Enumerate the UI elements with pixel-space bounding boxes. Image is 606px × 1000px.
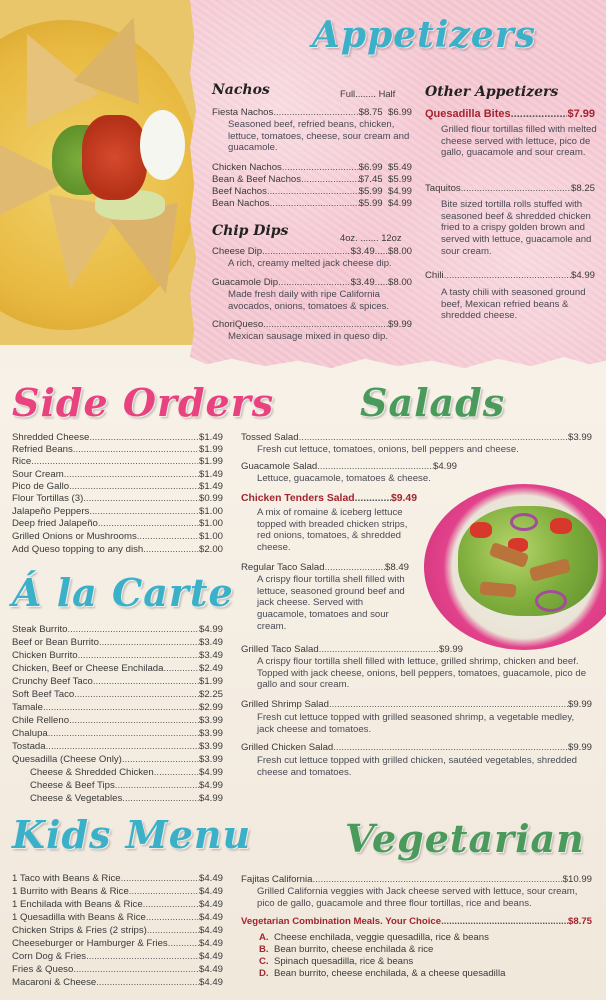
menu-item-choriqueso: ChoriQueso ..... $9.99 xyxy=(212,319,412,331)
item-description: Fresh cut lettuce topped with grilled seasoned shrimp, a vegetable medley, jack cheese and tomatoes. xyxy=(257,712,575,735)
menu-item: Bean & Beef Nachos ..... $7.45 $5.99 xyxy=(212,174,412,186)
kids-menu-heading: Kids Menu xyxy=(12,812,252,857)
item-description: A tasty chili with seasoned ground beef, Mexican refried beans & shredded cheese. xyxy=(441,287,586,322)
menu-item-quesadilla-bites: Quesadilla Bites ..... $7.99 xyxy=(425,108,595,121)
salad-photo xyxy=(420,478,606,656)
kids-item: Chicken Strips & Fries (2 strips) ..... $4.49 xyxy=(12,925,223,937)
nachos-heading: Nachos xyxy=(212,82,270,98)
other-appetizers-heading: Other Appetizers xyxy=(425,84,559,100)
menu-item: Chicken Nachos ..... $6.99 $5.49 xyxy=(212,162,412,174)
side-item: Shredded Cheese ..... $1.49 xyxy=(12,432,223,444)
side-item: Pico de Gallo ..... $1.49 xyxy=(12,481,223,493)
item-description: Fresh cut lettuce topped with grilled chicken, sautéed vegetables, shredded cheese and tomatoes. xyxy=(257,755,577,778)
combo-option: C. Spinach quesadilla, rice & beans xyxy=(259,956,414,967)
kids-item: 1 Taco with Beans & Rice ..... $4.49 xyxy=(12,873,223,885)
side-item: Rice ..... $1.99 xyxy=(12,456,223,468)
item-description: Fresh cut lettuce, tomatoes, onions, bell peppers and cheese. xyxy=(257,444,519,455)
item-description: Seasoned beef, refried beans, chicken, lettuce, tomatoes, cheese, sour cream and guacamole. xyxy=(228,119,410,154)
kids-item: 1 Quesadilla with Beans & Rice ..... $4.49 xyxy=(12,912,223,924)
tomato xyxy=(550,518,572,534)
kids-item: Corn Dog & Fries ..... $4.49 xyxy=(12,951,223,963)
item-description: A crispy flour tortilla shell filled with lettuce, grilled shrimp, chicken and beef. Topped with jack cheese, onions, bell peppers, tomatoes, guacamole, pico de gallo and sour cream. xyxy=(257,656,587,691)
menu-item-cheese-dip: Cheese Dip ..... $3.49 ..... $8.00 xyxy=(212,246,412,258)
12oz-label: 12oz xyxy=(381,232,402,243)
nachos-size-header: Full........ Half xyxy=(340,88,396,99)
tomato xyxy=(470,522,492,538)
a-la-carte-item: Tamale ..... $2.99 xyxy=(12,702,223,714)
menu-item-tossed-salad: Tossed Salad ..... $3.99 xyxy=(241,432,592,444)
kids-item: Fries & Queso ..... $4.49 xyxy=(12,964,223,976)
4oz-label: 4oz. xyxy=(340,232,358,243)
red-onion xyxy=(510,513,538,531)
a-la-carte-item: Cheese & Vegetables ..... $4.99 xyxy=(30,793,223,805)
appetizers-heading: Appetizers xyxy=(312,14,537,56)
a-la-carte-item: Cheese & Shredded Chicken ..... $4.99 xyxy=(30,767,223,779)
menu-item: Bean Nachos ..... $5.99 $4.99 xyxy=(212,198,412,210)
red-onion xyxy=(535,590,567,612)
a-la-carte-item: Cheese & Beef Tips ..... $4.99 xyxy=(30,780,223,792)
kids-item: Macaroni & Cheese ..... $4.49 xyxy=(12,977,223,989)
side-item: Grilled Onions or Mushrooms ..... $1.00 xyxy=(12,531,223,543)
menu-item-chili: Chili ..... $4.99 xyxy=(425,270,595,282)
vegetarian-heading: Vegetarian xyxy=(345,816,585,861)
menu-item-vegetarian-combo: Vegetarian Combination Meals. Your Choice ..... $8.75 xyxy=(241,916,592,928)
kids-item: 1 Burrito with Beans & Rice ..... $4.49 xyxy=(12,886,223,898)
menu-item-chicken-tenders-salad: Chicken Tenders Salad ..... $9.49 xyxy=(241,493,417,505)
side-item: Deep fried Jalapeño ..... $1.00 xyxy=(12,518,223,530)
a-la-carte-item: Chalupa ..... $3.99 xyxy=(12,728,223,740)
menu-item-fajitas-california: Fajitas California ..... $10.99 xyxy=(241,874,592,886)
side-item: Sour Cream ..... $1.49 xyxy=(12,469,223,481)
item-description: Mexican sausage mixed in queso dip. xyxy=(228,331,388,342)
nachos-photo xyxy=(0,0,196,345)
item-description: Lettuce, guacamole, tomatoes & cheese. xyxy=(257,473,431,484)
item-description: Grilled California veggies with Jack cheese served with lettuce, sour cream, pico de gallo, guacamole and three flour tortillas, rice and beans. xyxy=(257,886,578,909)
salads-heading: Salads xyxy=(360,380,506,425)
a-la-carte-item: Quesadilla (Cheese Only) ..... $3.99 xyxy=(12,754,223,766)
a-la-carte-item: Beef or Bean Burrito ..... $3.49 xyxy=(12,637,223,649)
menu-item-fiesta-nachos: Fiesta Nachos ..... $8.75 $6.99 xyxy=(212,107,412,119)
a-la-carte-item: Chicken, Beef or Cheese Enchilada ..... $2.49 xyxy=(12,663,223,675)
half-label: Half xyxy=(378,88,396,99)
a-la-carte-heading: Á la Carte xyxy=(12,570,234,615)
item-description: Bite sized tortilla rolls stuffed with seasoned beef & shredded chicken fried to a crispy golden brown and served with lettuce, guacamole and sour cream. xyxy=(441,199,592,257)
menu-item: Beef Nachos ..... $5.99 $4.99 xyxy=(212,186,412,198)
menu-item-guacamole-dip: Guacamole Dip ..... $3.49 ..... $8.00 xyxy=(212,277,412,289)
a-la-carte-item: Soft Beef Taco ..... $2.25 xyxy=(12,689,223,701)
item-description: Grilled flour tortillas filled with melted cheese served with lettuce, pico de gallo, guacamole and sour cream. xyxy=(441,124,597,159)
a-la-carte-item: Chicken Burrito ..... $3.49 xyxy=(12,650,223,662)
side-item: Refried Beans ..... $1.99 xyxy=(12,444,223,456)
menu-item-regular-taco-salad: Regular Taco Salad ..... $8.49 xyxy=(241,562,409,574)
dip-size-header: 4oz. ....... 12oz xyxy=(340,232,402,243)
side-item: Jalapeño Peppers ..... $1.00 xyxy=(12,506,223,518)
a-la-carte-item: Crunchy Beef Taco ..... $1.99 xyxy=(12,676,223,688)
combo-option: D. Bean burrito, cheese enchilada, & a cheese quesadilla xyxy=(259,968,506,979)
menu-item-guacamole-salad: Guacamole Salad ..... $4.99 xyxy=(241,461,457,473)
menu-item-grilled-shrimp-salad: Grilled Shrimp Salad ..... $9.99 xyxy=(241,699,592,711)
combo-option: A. Cheese enchilada, veggie quesadilla, rice & beans xyxy=(259,932,489,943)
side-orders-heading: Side Orders xyxy=(12,380,275,425)
item-description: Made fresh daily with ripe California avocados, onions, tomatoes & spices. xyxy=(228,289,390,312)
menu-item-grilled-chicken-salad: Grilled Chicken Salad ..... $9.99 xyxy=(241,742,592,754)
combo-option: B. Bean burrito, cheese enchilada & rice xyxy=(259,944,434,955)
item-description: A rich, creamy melted jack cheese dip. xyxy=(228,258,392,269)
a-la-carte-item: Tostada ..... $3.99 xyxy=(12,741,223,753)
side-item: Flour Tortillas (3) ..... $0.99 xyxy=(12,493,223,505)
full-label: Full xyxy=(340,88,356,99)
pico-de-gallo xyxy=(82,115,147,200)
chip-dips-heading: Chip Dips xyxy=(212,223,289,239)
kids-item: 1 Enchilada with Beans & Rice ..... $4.49 xyxy=(12,899,223,911)
side-item: Add Queso topping to any dish ..... $2.00 xyxy=(12,544,223,556)
item-description: A mix of romaine & iceberg lettuce topped with breaded chicken strips, red onions, tomatoes, & shredded cheese. xyxy=(257,507,408,554)
a-la-carte-item: Chile Relleno ..... $3.99 xyxy=(12,715,223,727)
kids-item: Cheeseburger or Hamburger & Fries ..... $4.49 xyxy=(12,938,223,950)
menu-item-taquitos: Taquitos ..... $8.25 xyxy=(425,183,595,195)
item-description: A crispy flour tortilla shell filled with lettuce, seasoned ground beef and jack cheese. Served with guacamole, tomatoes and sour cream. xyxy=(257,574,405,632)
menu-item-grilled-taco-salad: Grilled Taco Salad ..... $9.99 xyxy=(241,644,463,656)
a-la-carte-item: Steak Burrito ..... $4.99 xyxy=(12,624,223,636)
sour-cream xyxy=(140,110,185,180)
